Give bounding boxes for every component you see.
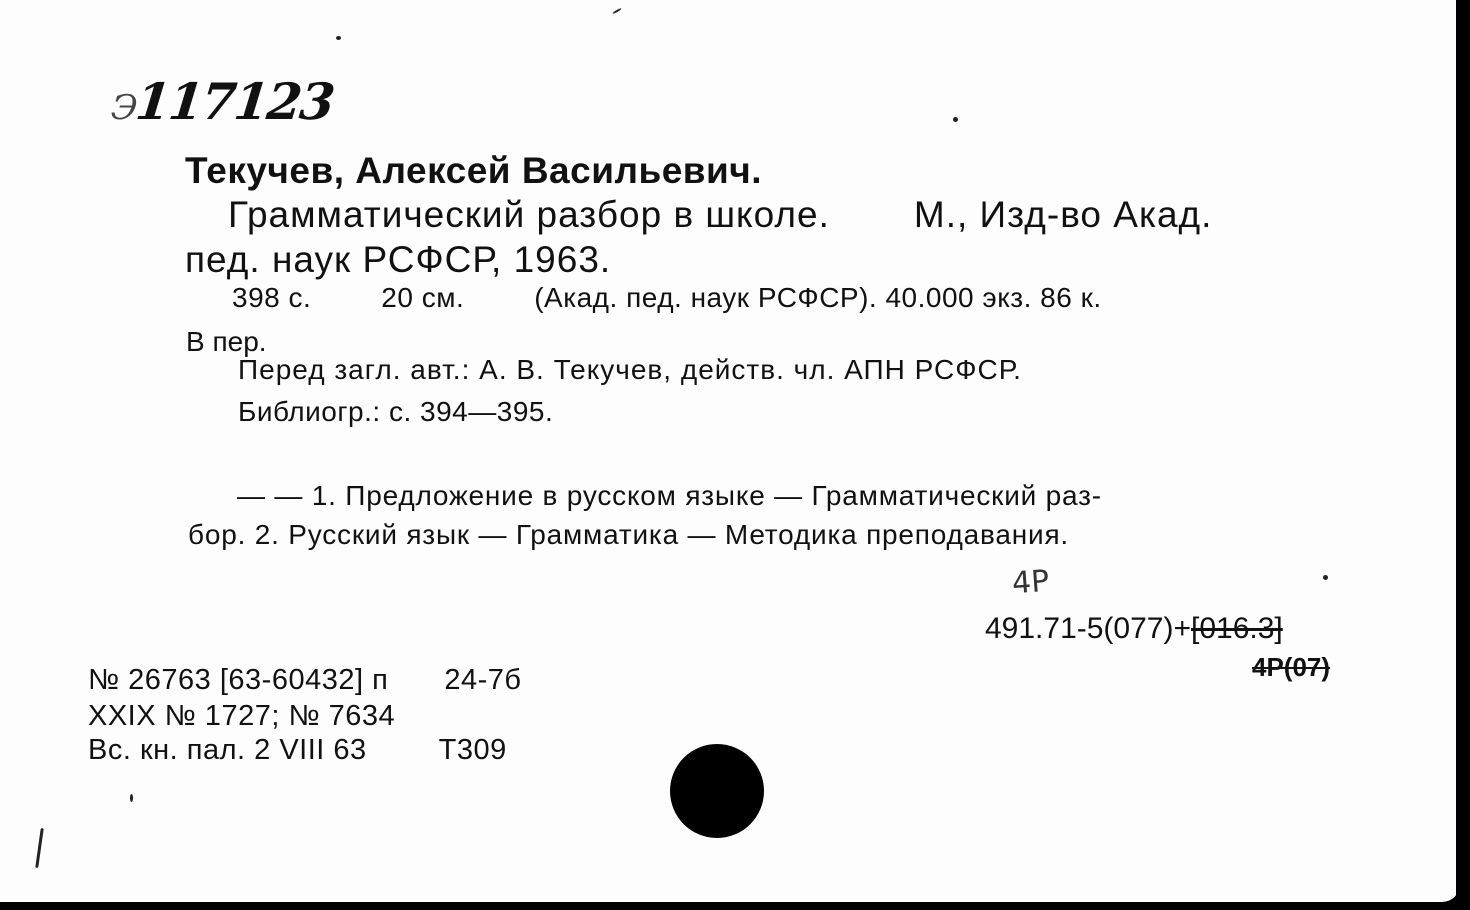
classification-struck-second: 4Р(07) <box>1252 652 1331 682</box>
subject-headings-line-1: — — 1. Предложение в русском языке — Грамматический раз- <box>237 480 1102 511</box>
bibliography-note: Библиогр.: с. 394—395. <box>238 396 554 427</box>
author-note: Перед загл. авт.: А. В. Текучев, действ. чл. АПН РСФСР. <box>238 354 1022 385</box>
publisher-line: пед. наук РСФСР, 1963. <box>185 239 612 280</box>
speck-mark <box>953 117 958 122</box>
speck-mark <box>336 36 341 40</box>
publisher-start: М., Изд-во Акад. <box>913 194 1213 235</box>
handwritten-mark: 4Р <box>1010 563 1051 602</box>
binding-note: В пер. <box>186 326 267 357</box>
author-heading: Текучев, Алексей Васильевич. <box>185 150 763 191</box>
speck-mark <box>1323 575 1328 580</box>
speck-mark <box>612 8 622 15</box>
page-count: 398 с. <box>232 282 312 313</box>
print-code: Т309 <box>438 734 507 766</box>
footer-line-1 <box>88 664 521 697</box>
classification-line <box>985 612 1283 646</box>
series-and-print-run: (Акад. пед. наук РСФСР). 40.000 экз. 86 к. <box>534 282 1102 313</box>
book-size: 20 см. <box>381 282 465 313</box>
footer-line-3 <box>88 734 507 767</box>
accession-prefix: Э <box>109 88 138 128</box>
footer-line-2: XXIX № 1727; № 7634 <box>88 700 396 732</box>
card-edge-bottom <box>0 902 1470 910</box>
classification-plus: + <box>1173 612 1191 645</box>
book-title: Грамматический разбор в школе. <box>228 194 830 235</box>
collation-line <box>232 282 1102 314</box>
price-code: 24-7б <box>444 664 522 696</box>
registration-number: № 26763 [63-60432] п <box>88 664 389 696</box>
speck-mark <box>35 828 44 868</box>
classification-main: 491.71-5(077) <box>985 612 1174 645</box>
card-edge-right <box>1456 0 1470 910</box>
title-line <box>228 194 1212 236</box>
classification-struck-bracket: [016.3] <box>1191 612 1283 645</box>
accession-digits: 117123 <box>132 72 336 131</box>
subject-headings-line-2: бор. 2. Русский язык — Грамматика — Методика преподавания. <box>188 519 1069 550</box>
punch-hole <box>670 744 764 838</box>
speck-mark <box>130 794 133 802</box>
book-chamber-date: Вс. кн. пал. 2 VIII 63 <box>88 734 367 766</box>
accession-number <box>109 72 336 131</box>
